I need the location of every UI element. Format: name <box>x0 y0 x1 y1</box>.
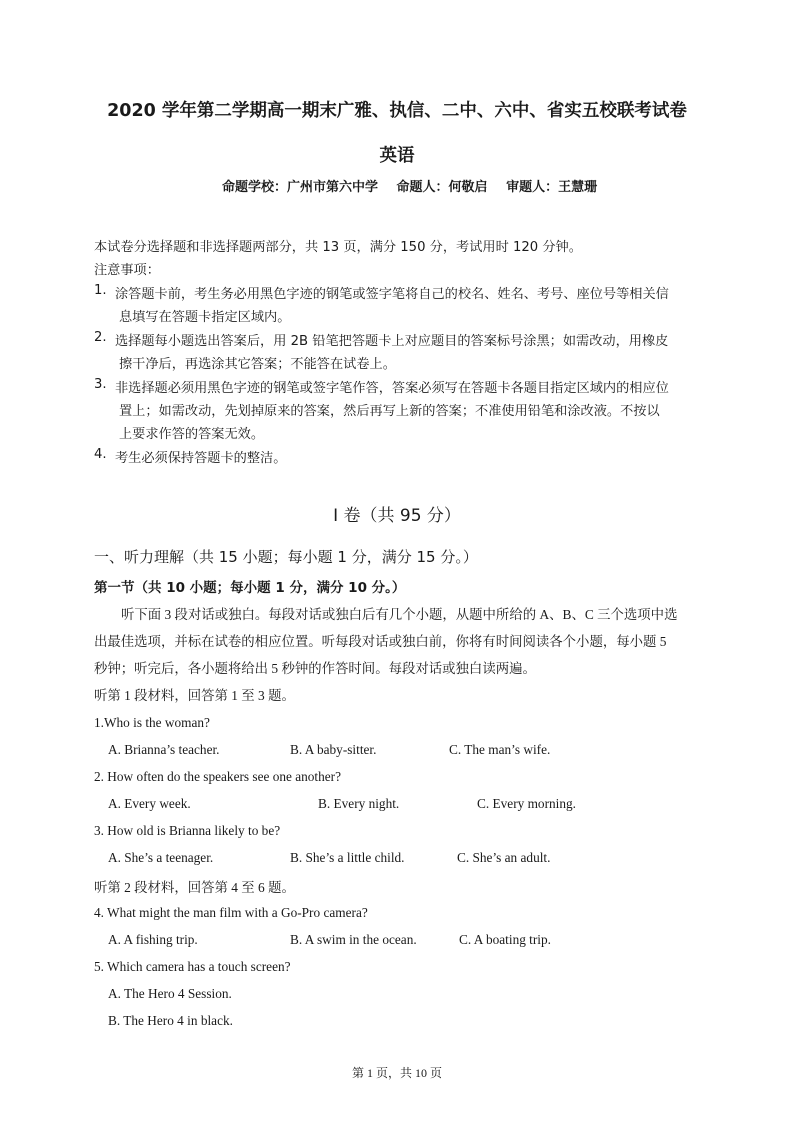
note-line: 息填写在答题卡指定区域内。 <box>119 310 291 325</box>
option-a: A. Brianna’s teacher. <box>108 742 220 757</box>
exam-summary: 本试卷分选择题和非选择题两部分，共 13 页，满分 150 分，考试用时 120 分钟。 <box>94 240 582 255</box>
option-a: A. Every week. <box>108 796 191 811</box>
note-line: 涂答题卡前，考生务必用黑色字迹的钢笔或签字笔将自己的校名、姓名、考号、座位号等相关信 <box>115 287 669 302</box>
note-number: 3. <box>94 377 107 392</box>
material-label: 听第 1 段材料，回答第 1 至 3 题。 <box>94 688 295 703</box>
page-footer: 第 1 页，共 10 页 <box>351 1066 442 1080</box>
note-number: 2. <box>94 330 107 345</box>
part-heading: 一、听力理解（共 15 小题；每小题 1 分，满分 15 分。） <box>94 548 478 566</box>
instruction-line: 听下面 3 段对话或独白。每段对话或独白后有几个小题，从题中所给的 A、B、C 三个选项中选 <box>121 607 678 622</box>
material-label: 听第 2 段材料，回答第 4 至 6 题。 <box>94 880 295 895</box>
question-setter: 命题人：何敬启 <box>396 180 488 195</box>
question-text: 2. How often do the speakers see one another? <box>94 769 342 784</box>
note-number: 4. <box>94 447 107 462</box>
question-text: 3. How old is Brianna likely to be? <box>94 823 281 838</box>
subsection-heading: 第一节（共 10 小题；每小题 1 分，满分 10 分。） <box>94 580 406 596</box>
option-c: C. She’s an adult. <box>457 850 551 865</box>
question-text: 4. What might the man film with a Go-Pro camera? <box>94 905 368 920</box>
option-c: C. A boating trip. <box>459 932 551 947</box>
exam-authors <box>222 176 611 195</box>
note-line: 选择题每小题选出答案后，用 2B 铅笔把答题卡上对应题目的答案标号涂黑；如需改动，用橡皮 <box>115 334 669 349</box>
note-line: 置上；如需改动，先划掉原来的答案，然后再写上新的答案；不准使用铅笔和涂改液。不按以 <box>119 404 660 419</box>
option-c: C. The man’s wife. <box>449 742 551 757</box>
option-b: B. Every night. <box>318 796 400 811</box>
exam-title: 2020 学年第二学期高一期末广雅、执信、二中、六中、省实五校联考试卷 <box>107 101 687 121</box>
note-line: 上要求作答的答案无效。 <box>119 427 265 442</box>
section-heading: I 卷（共 95 分） <box>333 506 461 526</box>
instruction-line: 秒钟；听完后，各小题将给出 5 秒钟的作答时间。每段对话或独白读两遍。 <box>94 661 536 676</box>
note-line: 非选择题必须用黑色字迹的钢笔或签字笔作答，答案必须写在答题卡各题目指定区域内的相应位 <box>115 381 669 396</box>
option-a: A. A fishing trip. <box>108 932 198 947</box>
option-b: B. A baby-sitter. <box>290 742 377 757</box>
option-b: B. The Hero 4 in black. <box>108 1013 233 1028</box>
exam-subject: 英语 <box>379 146 415 166</box>
option-b: B. A swim in the ocean. <box>290 932 417 947</box>
option-a: A. She’s a teenager. <box>108 850 214 865</box>
option-b: B. She’s a little child. <box>290 850 405 865</box>
notice-label: 注意事项： <box>94 263 160 278</box>
question-text: 5. Which camera has a touch screen? <box>94 959 291 974</box>
note-line: 考生必须保持答题卡的整洁。 <box>115 451 287 466</box>
reviewer: 审题人：王慧珊 <box>506 180 598 195</box>
setting-school: 命题学校：广州市第六中学 <box>222 180 379 195</box>
option-c: C. Every morning. <box>477 796 576 811</box>
note-line: 擦干净后，再选涂其它答案；不能答在试卷上。 <box>119 357 396 372</box>
instruction-line: 出最佳选项，并标在试卷的相应位置。听每段对话或独白前，你将有时间阅读各个小题，每小题 5 <box>94 634 667 649</box>
option-a: A. The Hero 4 Session. <box>108 986 232 1001</box>
question-text: 1.Who is the woman? <box>94 715 210 730</box>
note-number: 1. <box>94 283 107 298</box>
